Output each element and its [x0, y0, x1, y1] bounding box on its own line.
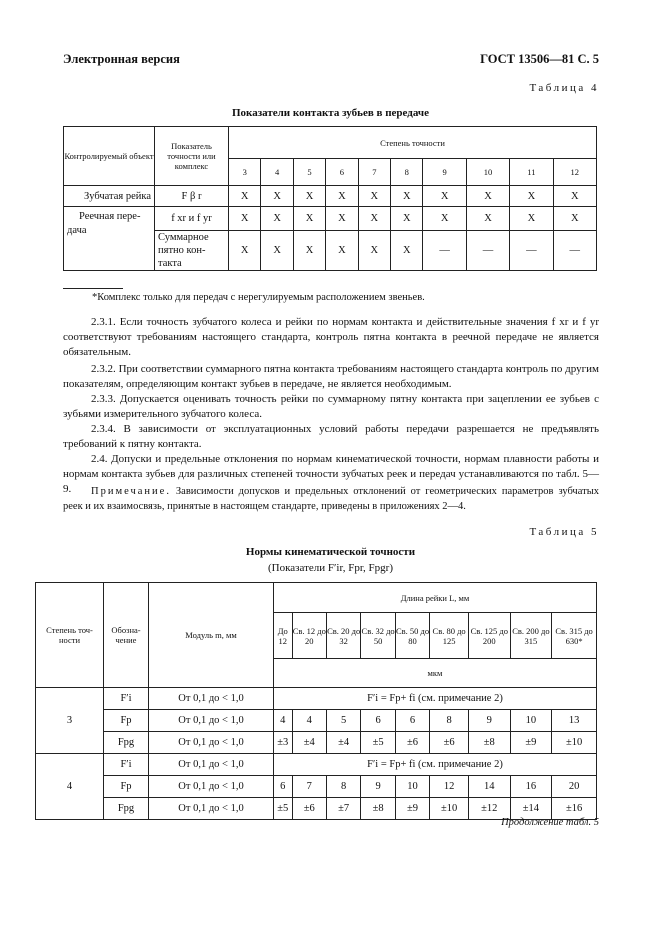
t5-cell: ±14 — [510, 798, 552, 820]
t4-cell: X — [553, 186, 596, 207]
t4-cell: X — [261, 231, 293, 271]
table5-subtitle: (Показатели F′ir, Fpr, Fpgr) — [267, 562, 393, 574]
t4-cell: X — [423, 207, 466, 231]
t4-cell: X — [326, 186, 358, 207]
t5-unit: мкм — [274, 659, 597, 688]
paragraph-2-3-4: 2.3.4. В зависимости от эксплуатационных условий работы передачи разрешается не предъявлять требований к пятну контакта. — [63, 423, 599, 450]
t4-degree-3: 3 — [229, 159, 261, 186]
t4-cell: X — [391, 231, 423, 271]
t4-degree-10: 10 — [466, 159, 509, 186]
paragraph-2-3-1: 2.3.1. Если точность зубчатого колеса и рейки по нормам контакта и действительные значения f xr и f yr соответствуют требованиям настоящего стандарта, контроль пятна контакта в реечной передаче не является обязательным. — [63, 316, 599, 358]
t5-length-4: Св. 50 до 80 — [395, 613, 429, 659]
continuation-note: Продолжение табл. 5 — [501, 817, 599, 828]
note-text: Зависимости допусков и предельных отклонений от геометрических параметров зубчатых реек и их взаимосвязь, принятые в настоящем стандарте, приведены в приложениях 2—4. — [63, 486, 599, 512]
t5-cell: 16 — [510, 776, 552, 798]
t5-cell: 14 — [468, 776, 510, 798]
t5-module: От 0,1 до < 1,0 — [149, 776, 274, 798]
footnote: *Комплекс только для передач с нерегулируемым расположением звеньев. — [92, 292, 425, 303]
table4-label: Таблица 4 — [529, 82, 599, 94]
t5-cell: 9 — [361, 776, 395, 798]
t4-degree-9: 9 — [423, 159, 466, 186]
t5-cell: ±9 — [395, 798, 429, 820]
t4-cell: X — [423, 186, 466, 207]
t5-cell: 6 — [395, 710, 429, 732]
t5-symbol: Fpg — [104, 732, 149, 754]
note-label: Примечание. — [91, 486, 171, 497]
t4-cell: X — [293, 231, 325, 271]
t5-cell: ±10 — [552, 732, 597, 754]
t4-degree-6: 6 — [326, 159, 358, 186]
t5-cell: ±6 — [395, 732, 429, 754]
t5-formula: F′i = Fp+ fi (см. примечание 2) — [274, 754, 597, 776]
t5-length-1: Св. 12 до 20 — [292, 613, 326, 659]
t4-cell: X — [510, 207, 553, 231]
t5-cell: ±6 — [430, 732, 469, 754]
t4-cell: X — [510, 186, 553, 207]
t4-cell: — — [466, 231, 509, 271]
t4-cell: — — [423, 231, 466, 271]
table5-title: Нормы кинематической точности — [245, 546, 416, 558]
t5-module: От 0,1 до < 1,0 — [149, 710, 274, 732]
t4-degree-8: 8 — [391, 159, 423, 186]
header-right: ГОСТ 13506—81 С. 5 — [480, 52, 599, 66]
t4-cell: X — [261, 186, 293, 207]
t5-cell: ±6 — [292, 798, 326, 820]
t5-module: От 0,1 до < 1,0 — [149, 688, 274, 710]
t4-cell: X — [358, 207, 390, 231]
t5-header-symbol: Обозна-чение — [104, 583, 149, 688]
t4-cell: X — [358, 231, 390, 271]
t4-cell: X — [293, 186, 325, 207]
t5-cell: 8 — [326, 776, 360, 798]
t5-cell: ±3 — [274, 732, 293, 754]
t5-cell: ±5 — [361, 732, 395, 754]
table4 — [63, 126, 597, 271]
t5-module: От 0,1 до < 1,0 — [149, 732, 274, 754]
t5-formula: F′i = Fp+ fi (см. примечание 2) — [274, 688, 597, 710]
t4-indicator: f xr и f yr — [155, 207, 229, 231]
t4-degree-12: 12 — [553, 159, 596, 186]
t5-header-module: Модуль m, мм — [149, 583, 274, 688]
t5-cell: 7 — [292, 776, 326, 798]
t5-length-7: Св. 200 до 315 — [510, 613, 552, 659]
t4-cell: — — [510, 231, 553, 271]
t5-cell: ±5 — [274, 798, 293, 820]
paragraph-2-4: 2.4. Допуски и предельные отклонения по нормам кинематической точности, нормам плавности работы и нормам контакта зубьев для различных степеней точности зубчатых реек и передач устанавливаются по табл. 5—9. — [63, 453, 599, 495]
t4-cell: X — [326, 231, 358, 271]
t5-header-degree: Степень точ-ности — [36, 583, 104, 688]
t4-cell: X — [391, 207, 423, 231]
t5-cell: ±8 — [468, 732, 510, 754]
t5-length-8: Св. 315 до 630* — [552, 613, 597, 659]
t5-cell: 8 — [430, 710, 469, 732]
table4-title: Показатели контакта зубьев в передаче — [231, 107, 429, 119]
t5-header-length: Длина рейки L, мм — [274, 583, 597, 613]
t4-degree-11: 11 — [510, 159, 553, 186]
t4-degree-4: 4 — [261, 159, 293, 186]
t5-length-5: Св. 80 до 125 — [430, 613, 469, 659]
t4-cell: X — [391, 186, 423, 207]
t5-symbol: Fp — [104, 710, 149, 732]
header-left: Электронная версия — [63, 52, 180, 66]
t5-symbol: Fp — [104, 776, 149, 798]
t5-length-0: До 12 — [274, 613, 293, 659]
t5-module: От 0,1 до < 1,0 — [149, 754, 274, 776]
t5-cell: 10 — [395, 776, 429, 798]
t4-cell: X — [358, 186, 390, 207]
t4-header-indicator: Показатель точности или комплекс — [155, 127, 229, 186]
t4-cell: X — [466, 207, 509, 231]
t5-cell: 4 — [292, 710, 326, 732]
t4-cell: X — [293, 207, 325, 231]
t4-cell: X — [553, 207, 596, 231]
t4-header-degree: Степень точности — [229, 127, 597, 159]
paragraph-2-3-3: 2.3.3. Допускается оценивать точность рейки по суммарному пятну контакта при зацеплении ее зубьев с зубьями измерительного зубчатого колеса. — [63, 393, 599, 420]
t4-object: Реечная пере-дача — [64, 207, 155, 271]
t4-cell: X — [326, 207, 358, 231]
t5-symbol: F′i — [104, 688, 149, 710]
t5-degree: 4 — [36, 754, 104, 820]
t5-length-2: Св. 20 до 32 — [326, 613, 360, 659]
t4-cell: X — [466, 186, 509, 207]
t4-degree-5: 5 — [293, 159, 325, 186]
t5-cell: 5 — [326, 710, 360, 732]
t5-cell: 6 — [361, 710, 395, 732]
table5-label: Таблица 5 — [529, 526, 599, 538]
t5-cell: ±12 — [468, 798, 510, 820]
t5-cell: 9 — [468, 710, 510, 732]
t4-cell: X — [229, 231, 261, 271]
t5-cell: ±7 — [326, 798, 360, 820]
t5-cell: 6 — [274, 776, 293, 798]
t5-symbol: F′i — [104, 754, 149, 776]
t4-cell: X — [261, 207, 293, 231]
t5-degree: 3 — [36, 688, 104, 754]
t4-indicator: F β r — [155, 186, 229, 207]
t5-cell: ±4 — [292, 732, 326, 754]
t5-length-3: Св. 32 до 50 — [361, 613, 395, 659]
t5-module: От 0,1 до < 1,0 — [149, 798, 274, 820]
t5-cell: ±9 — [510, 732, 552, 754]
table5 — [35, 582, 597, 820]
t5-cell: 20 — [552, 776, 597, 798]
t4-cell: X — [229, 207, 261, 231]
t4-cell: X — [229, 186, 261, 207]
t5-cell: 4 — [274, 710, 293, 732]
t5-cell: ±16 — [552, 798, 597, 820]
t5-cell: 12 — [430, 776, 469, 798]
t5-symbol: Fpg — [104, 798, 149, 820]
t4-cell: — — [553, 231, 596, 271]
t4-object: Зубчатая рейка — [64, 186, 155, 207]
note — [63, 484, 599, 514]
t5-cell: ±10 — [430, 798, 469, 820]
t4-header-object: Контролируемый объект — [64, 127, 155, 186]
footnote-rule — [63, 288, 123, 289]
t5-cell: ±8 — [361, 798, 395, 820]
paragraph-2-3-2: 2.3.2. При соответствии суммарного пятна контакта требованиям настоящего стандарта контроль по другим показателям, определяющим контакт зубьев в передаче, не является необходимым. — [63, 363, 599, 390]
t5-cell: 13 — [552, 710, 597, 732]
t5-cell: 10 — [510, 710, 552, 732]
t4-indicator: Суммарное пятно кон-такта — [155, 231, 229, 271]
t5-length-6: Св. 125 до 200 — [468, 613, 510, 659]
t4-degree-7: 7 — [358, 159, 390, 186]
t5-cell: ±4 — [326, 732, 360, 754]
